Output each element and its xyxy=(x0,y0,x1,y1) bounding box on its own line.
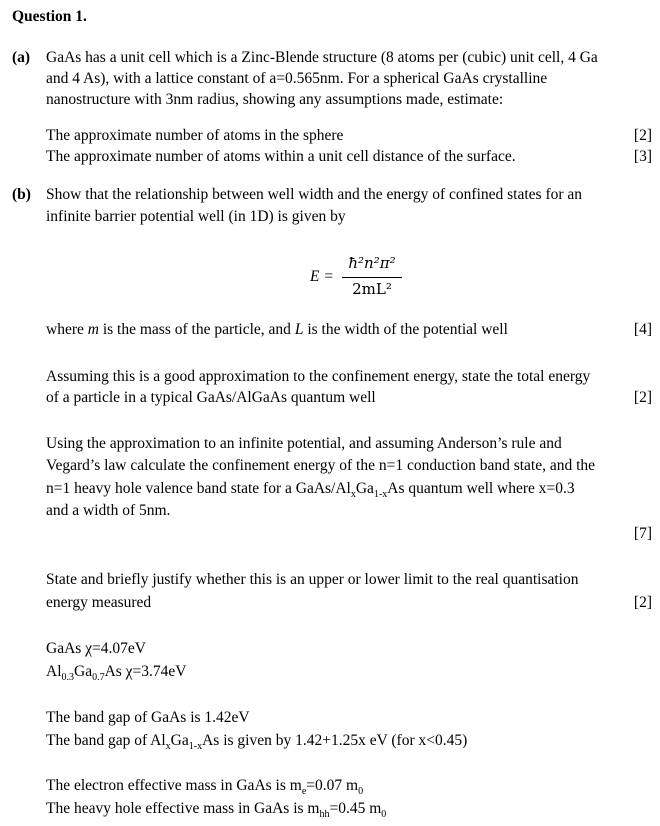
assume-line-1: Assuming this is a good approximation to the confinement energy, state the total energy xyxy=(46,368,591,385)
using-mark: [7] xyxy=(633,525,652,542)
where-line: where m is the mass of the particle, and L is the width of the potential well xyxy=(46,321,508,338)
algaas-band-gap: The band gap of $Al_xGa_{1-x}As$ is given by 1.42+1.25x eV (for x<0.45) xyxy=(46,732,468,753)
algaas-electron-affinity: $Al_{0.3}Ga_{0.7}As$ χ=3.74eV xyxy=(46,663,187,684)
part-a-question-2: The approximate number of atoms within a unit cell distance of the surface. xyxy=(46,148,516,165)
part-a-intro-line-1: GaAs has a unit cell which is a Zinc-Blende structure (8 atoms per (cubic) unit cell, 4 Ga xyxy=(46,49,598,66)
part-b-intro-line-1: Show that the relationship between well width and the energy of confined states for an xyxy=(46,186,583,203)
state-line-1: State and briefly justify whether this is an upper or lower limit to the real quantisation xyxy=(46,571,579,588)
formula-lhs: E = xyxy=(310,268,334,285)
state-mark: [2] xyxy=(633,594,652,611)
formula-denominator: 2mL² xyxy=(352,280,392,298)
fraction-bar xyxy=(342,277,402,278)
state-line-2: energy measured xyxy=(46,594,152,611)
part-a-question-1: The approximate number of atoms in the sphere xyxy=(46,127,344,144)
formula-numerator: ħ²n²π² xyxy=(348,254,396,272)
using-line-2: Vegard’s law calculate the confinement energy of the n=1 conduction band state, and the xyxy=(46,457,596,474)
part-b-label: (b) xyxy=(12,186,31,203)
part-a-label: (a) xyxy=(12,49,31,66)
part-a-intro-line-3: nanostructure with 3nm radius, showing any assumptions made, estimate: xyxy=(46,91,504,108)
where-mark: [4] xyxy=(633,321,652,338)
part-b-intro-line-2: infinite barrier potential well (in 1D) is given by xyxy=(46,208,346,225)
using-line-3: n=1 heavy hole valence band state for a GaAs/$Al_xGa_{1-x}As$ quantum well where x=0.3 xyxy=(46,480,575,501)
part-a-mark-2: [3] xyxy=(633,148,652,165)
energy-formula xyxy=(310,254,420,300)
assume-mark: [2] xyxy=(633,389,652,406)
using-line-4: and a width of 5nm. xyxy=(46,502,171,519)
part-a-intro-line-2: and 4 As), with a lattice constant of a=0.565nm. For a spherical GaAs crystalline xyxy=(46,70,548,87)
gaas-electron-affinity: GaAs χ=4.07eV xyxy=(46,640,146,657)
heavy-hole-effective-mass: The heavy hole effective mass in GaAs is $m_{hh}=0.45$ $m_0$ xyxy=(46,800,387,821)
assume-line-2: of a particle in a typical GaAs/AlGaAs quantum well xyxy=(46,389,376,406)
part-a-mark-1: [2] xyxy=(633,127,652,144)
gaas-band-gap: The band gap of GaAs is 1.42eV xyxy=(46,709,250,726)
electron-effective-mass: The electron effective mass in GaAs is $m_e=0.07$ $m_0$ xyxy=(46,777,364,798)
using-line-1: Using the approximation to an infinite potential, and assuming Anderson’s rule and xyxy=(46,435,562,452)
question-title: Question 1. xyxy=(12,8,87,25)
